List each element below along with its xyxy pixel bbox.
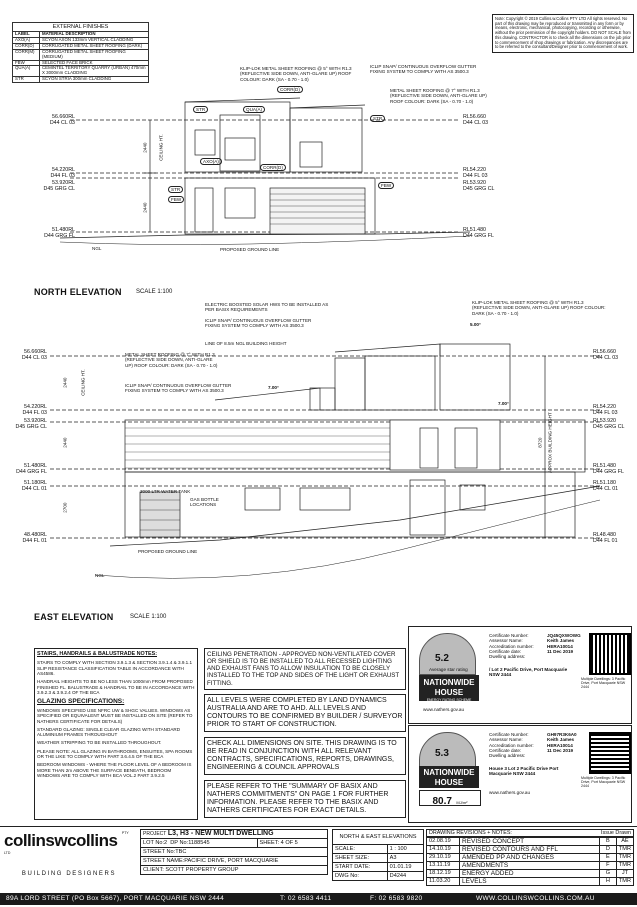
east-note-metal7: METAL SHEET ROOFING @ 7° WITH R1.3 (REFLECTIVE SIDE DOWN, ANTI-GLARE UP) ROOF COLOUR: DARK (SA - 0.70 - 1.0) (125, 352, 218, 368)
east-dim-2: 2440 (62, 437, 68, 448)
footer-tel: T: 02 6583 4411 (280, 895, 332, 902)
center-note-1: CEILING PENETRATION - APPROVED NON-VENTILATED COVER OR SHIELD IS TO BE INSTALLED TO ALL RECESSED LIGHTING AND EXHAUST FANS TO ALLOW INSULATION TO BE CLOSELY INSTALLED TO THE TOP AND SIDES OF THE LIGHT OR EXHAUST FITTING. (204, 648, 406, 690)
east-dim-1: 2440 (62, 377, 68, 388)
north-tag-qua: QUA(A) (243, 106, 265, 113)
east-note-tank: 3000 LTR WATER TANK (140, 489, 191, 494)
revision-cell: JT (616, 870, 633, 878)
east-level-left-3: 53.920RL D45 GRG CL (15, 418, 47, 430)
north-level-left-3: 53.920RL D45 GRG CL (43, 180, 75, 192)
north-note-iclip: ICLIP SNAP/ CONTINUOUS OVERFLOW GUTTER FIXING SYSTEM TO COMPLY WITH AS 3500.3 (370, 64, 477, 75)
revision-cell: LEVELS (460, 878, 600, 886)
north-level-right-1: RL56.660 D44 CL 03 (463, 114, 489, 126)
east-level-right-1: RL56.660 D44 CL 03 (593, 349, 619, 361)
east-level-left-4: 51.480RL D44 GRG FL (16, 463, 47, 475)
finishes-cell: STR (13, 77, 40, 83)
revision-cell: AMENDMENTS (460, 862, 600, 870)
revision-cell: 18.12.19 (427, 870, 460, 878)
revision-cell: REVISED CONCEPT (460, 838, 600, 846)
north-tag-str3: STR (168, 186, 183, 193)
glazing-note-2: STANDARD GLAZING: SINGLE CLEAR GLAZING WITH STANDARD ALUMINIUM FRAMES THROUGHOUT (37, 726, 181, 738)
project-table: PROJECT L3, H3 - NEW MULTI DWELLING LOT No:2 DP No:1188545 SHEET: 4 OF 5 STREET No:TBC STREET NAME:PACIFIC DRIVE, PORT MACQUARIE CLIENT: SCOTT PROPERTY GROUP (140, 829, 328, 875)
stairs-note-1: STAIRS TO COMPLY WITH SECTION 3.9.1.3 & SECTION 3.9.1.4 & 3.9.1.1 SLIP RESISTANCE CLASSIFICATION TABLE IN ACCORDANCE WITH AS4586. (37, 660, 193, 677)
revision-cell: B (599, 838, 616, 846)
nathers-labels-1: Certificate Number: Assessor Name: Accreditation number: Certificate date: Dwelling address: (489, 633, 534, 660)
finishes-cell: CORRUGATED METAL SHEET ROOFING (MEDIUM) (40, 49, 149, 60)
stairs-notes-title: STAIRS, HANDRAILS & BALUSTRADE NOTES: (37, 651, 157, 657)
revision-cell: E (599, 854, 616, 862)
east-height-dim: 8720 (537, 437, 543, 448)
qr-caption-2: Multiple Dwellings: 3 Pacific Drive, Port Macquarie NSW 2444 (581, 776, 626, 789)
revision-cell: REVISED CONTOURS AND FFL (460, 846, 600, 854)
revision-cell: AMENDED PP AND CHANGES (460, 854, 600, 862)
east-level-right-4: RL51.480 D44 GRG FL (593, 463, 624, 475)
revision-cell: TMR (616, 854, 633, 862)
nathers-cert-2 (408, 725, 632, 823)
revision-cell: 29.10.19 (427, 854, 460, 862)
finishes-cell: AXO(A) (13, 38, 40, 44)
north-tag-fbw1: FBW (168, 196, 184, 203)
north-tag-corr: CORR(D) (277, 86, 303, 93)
north-dim-2: 2440 (142, 202, 148, 213)
north-tag-corr2: CORR(D) (260, 164, 286, 171)
east-note-gas: GAS BOTTLE LOCATIONS (190, 497, 219, 508)
center-note-3: CHECK ALL DIMENSIONS ON SITE. THIS DRAWING IS TO BE READ IN CONJUNCTION WITH ALL RELEVANT CONTRACTS, SPECIFICATIONS, REPORTS, DRAWINGS, ENGINEERING & COUNCIL APPROVALS (204, 737, 406, 775)
north-note-ngl: NGL (92, 246, 102, 251)
glazing-note-3: WEATHER STRIPPING TO BE INSTALLED THROUGHOUT. (37, 740, 162, 746)
revision-cell: 02.08.19 (427, 838, 460, 846)
east-ceiling: CEILING HT. (80, 369, 86, 396)
east-note-iclip2: ICLIP SNAP/ CONTINUOUS OVERFLOW GUTTER FIXING SYSTEM TO COMPLY WITH AS 3500.3 (125, 383, 232, 394)
nathers-mj-2: 80.7 MJ/m² (419, 790, 481, 806)
east-level-right-6: RL48.480 D44 FL 01 (593, 532, 618, 544)
finishes-cell: FBW (13, 60, 40, 66)
north-note-metal7: METAL SHEET ROOFING @ 7° WITH R1.3 (REFLECTIVE SIDE DOWN, ANTI-GLARE UP) ROOF COLOUR: DARK (SA - 0.70 - 1.0) (390, 88, 487, 104)
east-note-iclip1: ICLIP SNAP/ CONTINUOUS OVERFLOW GUTTER FIXING SYSTEM TO COMPLY WITH AS 3500.3 (205, 318, 312, 329)
nathers-url-1: www.nathers.gov.au (423, 707, 465, 712)
east-level-right-3: RL53.920 D45 GRG CL (593, 418, 625, 430)
footer-address: 89A LORD STREET (PO Box 5667), PORT MACQUARIE NSW 2444 (6, 895, 225, 902)
nathers-values-2: GH97R3K6A0 Keith James HERA10014 11 Dec 2019 (547, 732, 577, 753)
east-elevation-drawing (0, 300, 637, 605)
north-elevation-title: NORTH ELEVATION (34, 287, 122, 297)
nathers-badge-2: NATIONWIDE HOUSE ENERGY RATING SCHEME (419, 766, 479, 788)
nathers-address-1: / Lot 2 Pacific Drive, Port Macquarie NSW 2444 (489, 667, 568, 678)
east-level-left-1: 56.660RL D44 CL 03 (21, 349, 47, 361)
north-level-left-2: 54.220RL D44 FL 03 (50, 167, 75, 179)
north-tag-fbw2: FBW (378, 182, 394, 189)
qr-code-2 (589, 732, 631, 774)
center-note-4: PLEASE REFER TO THE "SUMMARY OF BASIX AND NATHERS COMMITMENTS" ON PAGE 1 FOR FURTHER INFORMATION. PLEASE REFER TO THE BASIX AND NATHERS CERTIFICATES FOR EXACT DETAILS. (204, 780, 406, 818)
revision-cell: TMR (616, 878, 633, 886)
nathers-address-2: House 3 Lot 2 Pacific Drive Port Macquarie NSW 2444 (489, 766, 559, 777)
north-dim-1: 2440 (142, 142, 148, 153)
qr-caption-1: Multiple Dwellings: 3 Pacific Drive, Port Macquarie NSW 2444 (581, 677, 626, 690)
glazing-note-1: WINDOWS SPECIFIED USE NFRC UW & SHGC VALUES. WINDOWS AS SPECIFIED OR EQUIVALENT MUST BE INSTALLED ON SITE (REFER TO NATHERS CERTIFICATE FOR DETAILS) (37, 707, 193, 724)
nathers-cert-1 (408, 626, 632, 724)
east-level-left-6: 48.480RL D44 FL 01 (22, 532, 47, 544)
finishes-cell: CORR(D) (13, 44, 40, 50)
north-level-right-4: RL51.480 D44 GRG FL (463, 227, 494, 239)
east-level-left-2: 54.220RL D44 FL 03 (22, 404, 47, 416)
stairs-glazing-notes (34, 648, 198, 820)
north-note-klip: KLIP-LOK METAL SHEET ROOFING @ 5° WITH R1.3 (REFLECTIVE SIDE DOWN, ANTI-GLARE UP) ROOF COLOUR: DARK (SA - 0.70 - 1.0) (240, 66, 352, 82)
finishes-cell: SELECTED FACE BRICK (40, 60, 149, 66)
external-finishes-title: EXTERNAL FINISHES (12, 22, 149, 31)
revision-row (427, 838, 634, 846)
center-note-2: ALL LEVELS WERE COMPLETED BY LAND DYNAMICS AUSTRALIA AND ARE TO AHD. ALL LEVELS AND CONTOURS TO BE CONFIRMED BY BUILDER / SURVEYOR PRIOR TO START OF CONSTRUCTION. (204, 694, 406, 732)
east-level-left-5: 51.180RL D44 CL 01 (21, 480, 47, 492)
revision-cell: TMR (616, 862, 633, 870)
north-level-right-3: RL53.920 D45 GRG CL (463, 180, 495, 192)
revision-row (427, 854, 634, 862)
north-note-ground: PROPOSED GROUND LINE (220, 247, 280, 252)
revision-cell: F (599, 862, 616, 870)
east-note-solar: ELECTRIC BOOSTED SOLAR HWS TO BE INSTALLED AS PER BASIX REQUIREMENTS (205, 302, 329, 313)
revision-cell: 13.11.19 (427, 862, 460, 870)
brand-name: collinswcollins (4, 831, 118, 850)
revision-cell: ENERGY ADDED (460, 870, 600, 878)
revision-cell: G (599, 870, 616, 878)
north-tag-axo: AXO(A) (200, 158, 222, 165)
north-ceiling: CEILING HT. (158, 134, 164, 161)
finishes-header-cell: MATERIAL DESCRIPTION (40, 32, 149, 38)
glazing-note-4: PLEASE NOTE: ALL GLAZING IN BATHROOMS, ENSUITES, SPA ROOMS OR THE LIKE TO COMPLY WITH PART 3.6.4.5 OF THE BCA (37, 748, 193, 759)
glazing-title: GLAZING SPECIFICATIONS: (37, 698, 125, 706)
east-note-ground: PROPOSED GROUND LINE (138, 549, 198, 554)
drawing-info-table: NORTH & EAST ELEVATIONS SCALE: 1 : 100 SHEET SIZE: A3 START DATE: 01.01.19 DWG No: D4244 (332, 829, 424, 881)
east-level-right-5: RL51.180 D44 CL 01 (593, 480, 619, 492)
company-logo (4, 831, 134, 877)
revision-row (427, 846, 634, 854)
finishes-cell: CORR(M) (13, 49, 40, 60)
nathers-stars-1: 5.2 (435, 653, 449, 664)
north-level-left-4: 51.480RL D44 GRG FL (44, 227, 75, 239)
nathers-rating-label-1: Average star rating (429, 667, 468, 672)
finishes-cell: SCYON AXON 133mm VERTICAL CLADDING (40, 38, 149, 44)
revision-cell: AE (616, 838, 633, 846)
finishes-cell: CEMINTEL TERRITORY QUARRY (URBAN) 470mm X 3000mm CLADDING (40, 66, 149, 77)
footer-fax: F: 02 6583 9820 (370, 895, 423, 902)
east-note-line: LINE OF 8.5m NGL BUILDING HEIGHT (205, 341, 287, 346)
east-note-deg7: 7.00° (268, 385, 279, 390)
footer-web: WWW.COLLINSWCOLLINS.COM.AU (476, 895, 595, 902)
east-note-ngl: NGL (95, 573, 105, 578)
east-note-klip: KLIP-LOK METAL SHEET ROOFING @ 5° WITH R1.3 (REFLECTIVE SIDE DOWN, ANTI-GLARE UP) ROOF COLOUR: DARK (SA - 0.70 - 1.0) (472, 300, 606, 316)
north-level-left-1: 56.660RL D44 CL 03 (49, 114, 75, 126)
nathers-labels-2: Certificate Number: Assessor Name: Accreditation number: Certificate date: Dwelling address: (489, 732, 534, 759)
glazing-note-5: BEDROOM WINDOWS - WHERE THE FLOOR LEVEL OF A BEDROOM IS MORE THAN 2m ABOVE THE SURFACE BENEATH, BEDROOM WINDOWS ARE TO COMPLY WITH BCA VOL.2 PART 3.9.2.5 (37, 762, 192, 778)
brand-pty: PTY LTD (4, 831, 129, 855)
east-dim-3: 2700 (62, 502, 68, 513)
east-note-deg5: 5.00° (470, 322, 481, 327)
revisions-title: DRAWING REVISIONS + NOTES: Issue Drawn (426, 829, 634, 837)
east-level-right-2: RL54.220 D44 FL 03 (593, 404, 618, 416)
revision-row (427, 870, 634, 878)
stairs-note-2: HANDRAIL HEIGHTS TO BE NO LESS THAN 1000mm FROM PROPOSED FINISHED FL. BALUSTRADE & HANDRAIL TO BE IN ACCORDANCE WITH 3.9.2.3 & 3.9.2.4 OF THE BCA (37, 679, 195, 695)
nathers-stars-2: 5.3 (435, 748, 449, 759)
north-tag-str2: STR (370, 115, 385, 122)
east-note-deg7b: 7.00° (498, 401, 509, 406)
north-tag-str1: STR (193, 106, 208, 113)
finishes-cell: QUA(A) (13, 66, 40, 77)
finishes-header-cell: LABEL (13, 32, 40, 38)
revision-cell: D (599, 846, 616, 854)
revision-cell: 14.10.19 (427, 846, 460, 854)
revision-row (427, 878, 634, 886)
east-elevation-scale: SCALE 1:100 (130, 614, 167, 620)
revision-cell: 11.03.20 (427, 878, 460, 886)
qr-code-1 (589, 633, 631, 675)
copyright-note: Note: Copyright © 2019 Collins.w.Collins PTY LTD All rights reserved. No part of this drawing may be reproduced or transmitted in any form or by means, electronic, mechanical, photocopying, recording or otherwise, without the prior permission of the copyright holders. DO NOT SCALE from this drawing. CONTRACTOR is to check all the dimensions on the job prior to commencement of shop drawings or fabrication. Any discrepancies are to be referred to the consultant/Designer prior to commencement of work. (492, 14, 634, 53)
revisions-table (426, 837, 634, 886)
revisions-block (426, 829, 634, 886)
nathers-badge-1: NATIONWIDE HOUSE ENERGY RATING SCHEME (419, 675, 479, 701)
title-block (0, 826, 637, 907)
north-level-right-2: RL54.220 D44 FL 03 (463, 167, 488, 179)
east-elevation-title: EAST ELEVATION (34, 612, 114, 622)
footer-bar (0, 893, 637, 905)
revision-row (427, 862, 634, 870)
nathers-url-2: www.nathers.gov.au (489, 790, 531, 795)
finishes-cell: CORRUGATED METAL SHEET ROOFING (DARK) (40, 44, 149, 50)
brand-sub: BUILDING DESIGNERS (21, 871, 117, 877)
revision-cell: H (599, 878, 616, 886)
finishes-row (13, 49, 149, 60)
nathers-values-1: JQ45QXWOWG Keith James HERA10014 11 Dec 2019 (547, 633, 581, 654)
east-approx-height: APPROX BUILDING HEIGHT (547, 412, 553, 474)
revision-cell: TMR (616, 846, 633, 854)
north-elevation-scale: SCALE 1:100 (136, 289, 173, 295)
finishes-cell: SCYON STRIA 300mm CLADDING (40, 77, 149, 83)
